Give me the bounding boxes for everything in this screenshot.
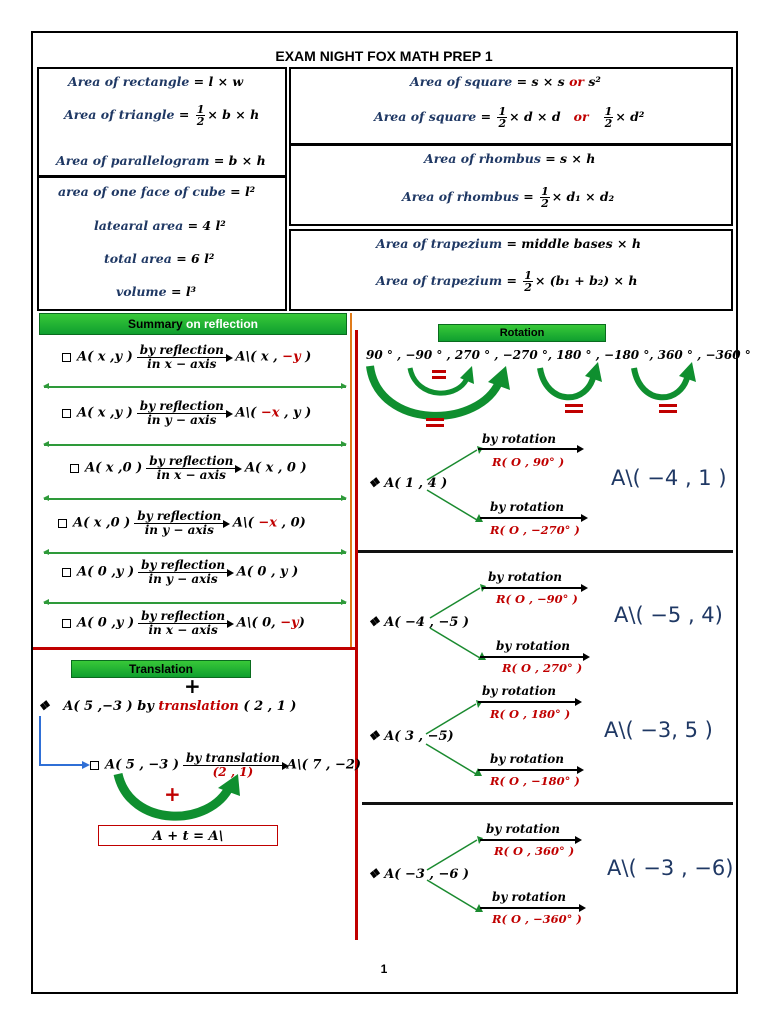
page-title: EXAM NIGHT FOX MATH PREP 1: [275, 48, 493, 64]
reflection-row: A( x ,y ) by reflection in y − axis A\( −x , y ): [62, 400, 311, 426]
green-separator: [44, 602, 346, 604]
rotation-arrow: [478, 448, 582, 450]
reflection-header: Summary on reflection: [39, 313, 347, 335]
orange-divider: [350, 313, 352, 648]
rotation-down-label: by rotation: [496, 639, 571, 653]
formula-lateral: latearal area = 4 l²: [94, 218, 226, 233]
rotation-arrow: [482, 587, 586, 589]
diamond-bullet-icon: ❖: [38, 699, 50, 714]
green-separator: [44, 386, 346, 388]
formula-cube-face: area of one face of cube = l²: [58, 184, 256, 199]
translation-connector: [30, 712, 90, 772]
formula-rhombus-2: Area of rhombus = $\frac{1}{2}$ × d₁ × d₂: [402, 185, 615, 210]
black-divider-2: [362, 802, 733, 805]
rotation-arrow: [478, 769, 582, 771]
formula-rectangle: Area of rectangle = l × w: [68, 74, 244, 89]
formula-trapezium-1: Area of trapezium = middle bases × h: [376, 236, 641, 251]
rotation-down-rule: R( O , 270° ): [502, 661, 583, 675]
rotation-arcs: [360, 360, 720, 430]
rotation-arrow: [480, 656, 588, 658]
rotation-down-rule: R( O , −180° ): [490, 774, 580, 788]
rotation-point: ❖ A( 3 , −5): [368, 729, 454, 744]
branch-arrows: [428, 580, 488, 662]
formula-volume: volume = l³: [116, 284, 197, 299]
page-number: 1: [380, 962, 388, 976]
rotation-down-rule: R( O , −270° ): [490, 523, 580, 537]
branch-arrows: [424, 696, 484, 778]
rotation-arrow: [480, 907, 584, 909]
red-plus-icon: +: [164, 782, 181, 806]
red-divider-horizontal: [33, 647, 357, 650]
formula-square-1: Area of square = s × s or s²: [410, 74, 601, 89]
formula-rhombus-1: Area of rhombus = s × h: [424, 151, 596, 166]
rotation-up-label: by rotation: [488, 570, 563, 584]
formula-total: total area = 6 l²: [104, 251, 215, 266]
translation-rule-box: A + t = A\: [98, 825, 278, 846]
rotation-up-rule: R( O , 180° ): [490, 707, 571, 721]
branch-arrows: [425, 832, 485, 914]
reflection-row: A( x ,0 ) by reflection in y − axis A\( −x , 0): [58, 510, 306, 536]
rotation-answer: A\( −4 , 1 ): [611, 466, 727, 490]
rotation-up-rule: R( O , −90° ): [496, 592, 578, 606]
formula-triangle: Area of triangle = $\frac{1}{2}$ × b × h: [64, 103, 260, 128]
rotation-down-label: by rotation: [490, 752, 565, 766]
checkbox-icon: [70, 464, 79, 473]
checkbox-icon: [90, 761, 99, 770]
rotation-down-rule: R( O , −360° ): [492, 912, 582, 926]
checkbox-icon: [62, 619, 71, 628]
plus-icon: +: [184, 674, 201, 698]
green-separator: [44, 552, 346, 554]
branch-arrows: [425, 442, 485, 524]
rotation-answer: A\( −3 , −6): [607, 856, 734, 880]
rotation-up-rule: R( O , 360° ): [494, 844, 575, 858]
rotation-arrow: [480, 839, 580, 841]
checkbox-icon: [58, 519, 67, 528]
reflection-row: A( x ,y ) by reflection in x − axis A\( x , −y ): [62, 344, 311, 370]
rotation-up-rule: R( O , 90° ): [492, 455, 565, 469]
reflection-row: A( 0 ,y ) by reflection in y − axis A( 0 , y ): [62, 559, 298, 585]
checkbox-icon: [62, 568, 71, 577]
rotation-point: ❖ A( 1 , 4 ): [368, 476, 448, 491]
reflection-row: A( 0 ,y ) by reflection in x − axis A\( 0, −y): [62, 610, 305, 636]
green-separator: [44, 444, 346, 446]
checkbox-icon: [62, 409, 71, 418]
reflection-row: A( x ,0 ) by reflection in x − axis A( x , 0 ): [70, 455, 307, 481]
formula-parallelogram: Area of parallelogram = b × h: [56, 153, 266, 168]
rotation-up-label: by rotation: [482, 432, 557, 446]
translation-statement: ❖ A( 5 ,−3 ) by translation ( 2 , 1 ): [38, 699, 297, 714]
rotation-angles: 90 ° , −90 ° , 270 ° , −270 °, 180 ° , −180 °, 360 ° , −360 °: [366, 348, 751, 362]
formula-square-2: Area of square = $\frac{1}{2}$ × d × d or $\frac{1}{2}$ × d²: [374, 105, 645, 130]
rotation-up-label: by rotation: [482, 684, 557, 698]
translation-header: Translation: [71, 660, 251, 678]
rotation-up-label: by rotation: [486, 822, 561, 836]
green-separator: [44, 498, 346, 500]
formula-trapezium-2: Area of trapezium = $\frac{1}{2}$ × (b₁ + b₂) × h: [376, 269, 638, 294]
rotation-header: Rotation: [438, 324, 606, 342]
checkbox-icon: [62, 353, 71, 362]
rotation-arrow: [480, 517, 586, 519]
rotation-point: ❖ A( −4 , −5 ): [368, 615, 470, 630]
rotation-down-label: by rotation: [490, 500, 565, 514]
translation-example: A( 5 , −3 ) by translation (2 , 1) A\( 7 , −2): [90, 752, 361, 778]
red-divider-vertical: [355, 330, 358, 940]
rotation-down-label: by rotation: [492, 890, 567, 904]
black-divider-1: [358, 550, 733, 553]
rotation-answer: A\( −5 , 4): [614, 603, 723, 627]
rotation-answer: A\( −3, 5 ): [604, 718, 713, 742]
rotation-arrow: [478, 701, 580, 703]
rotation-point: ❖ A( −3 , −6 ): [368, 867, 470, 882]
